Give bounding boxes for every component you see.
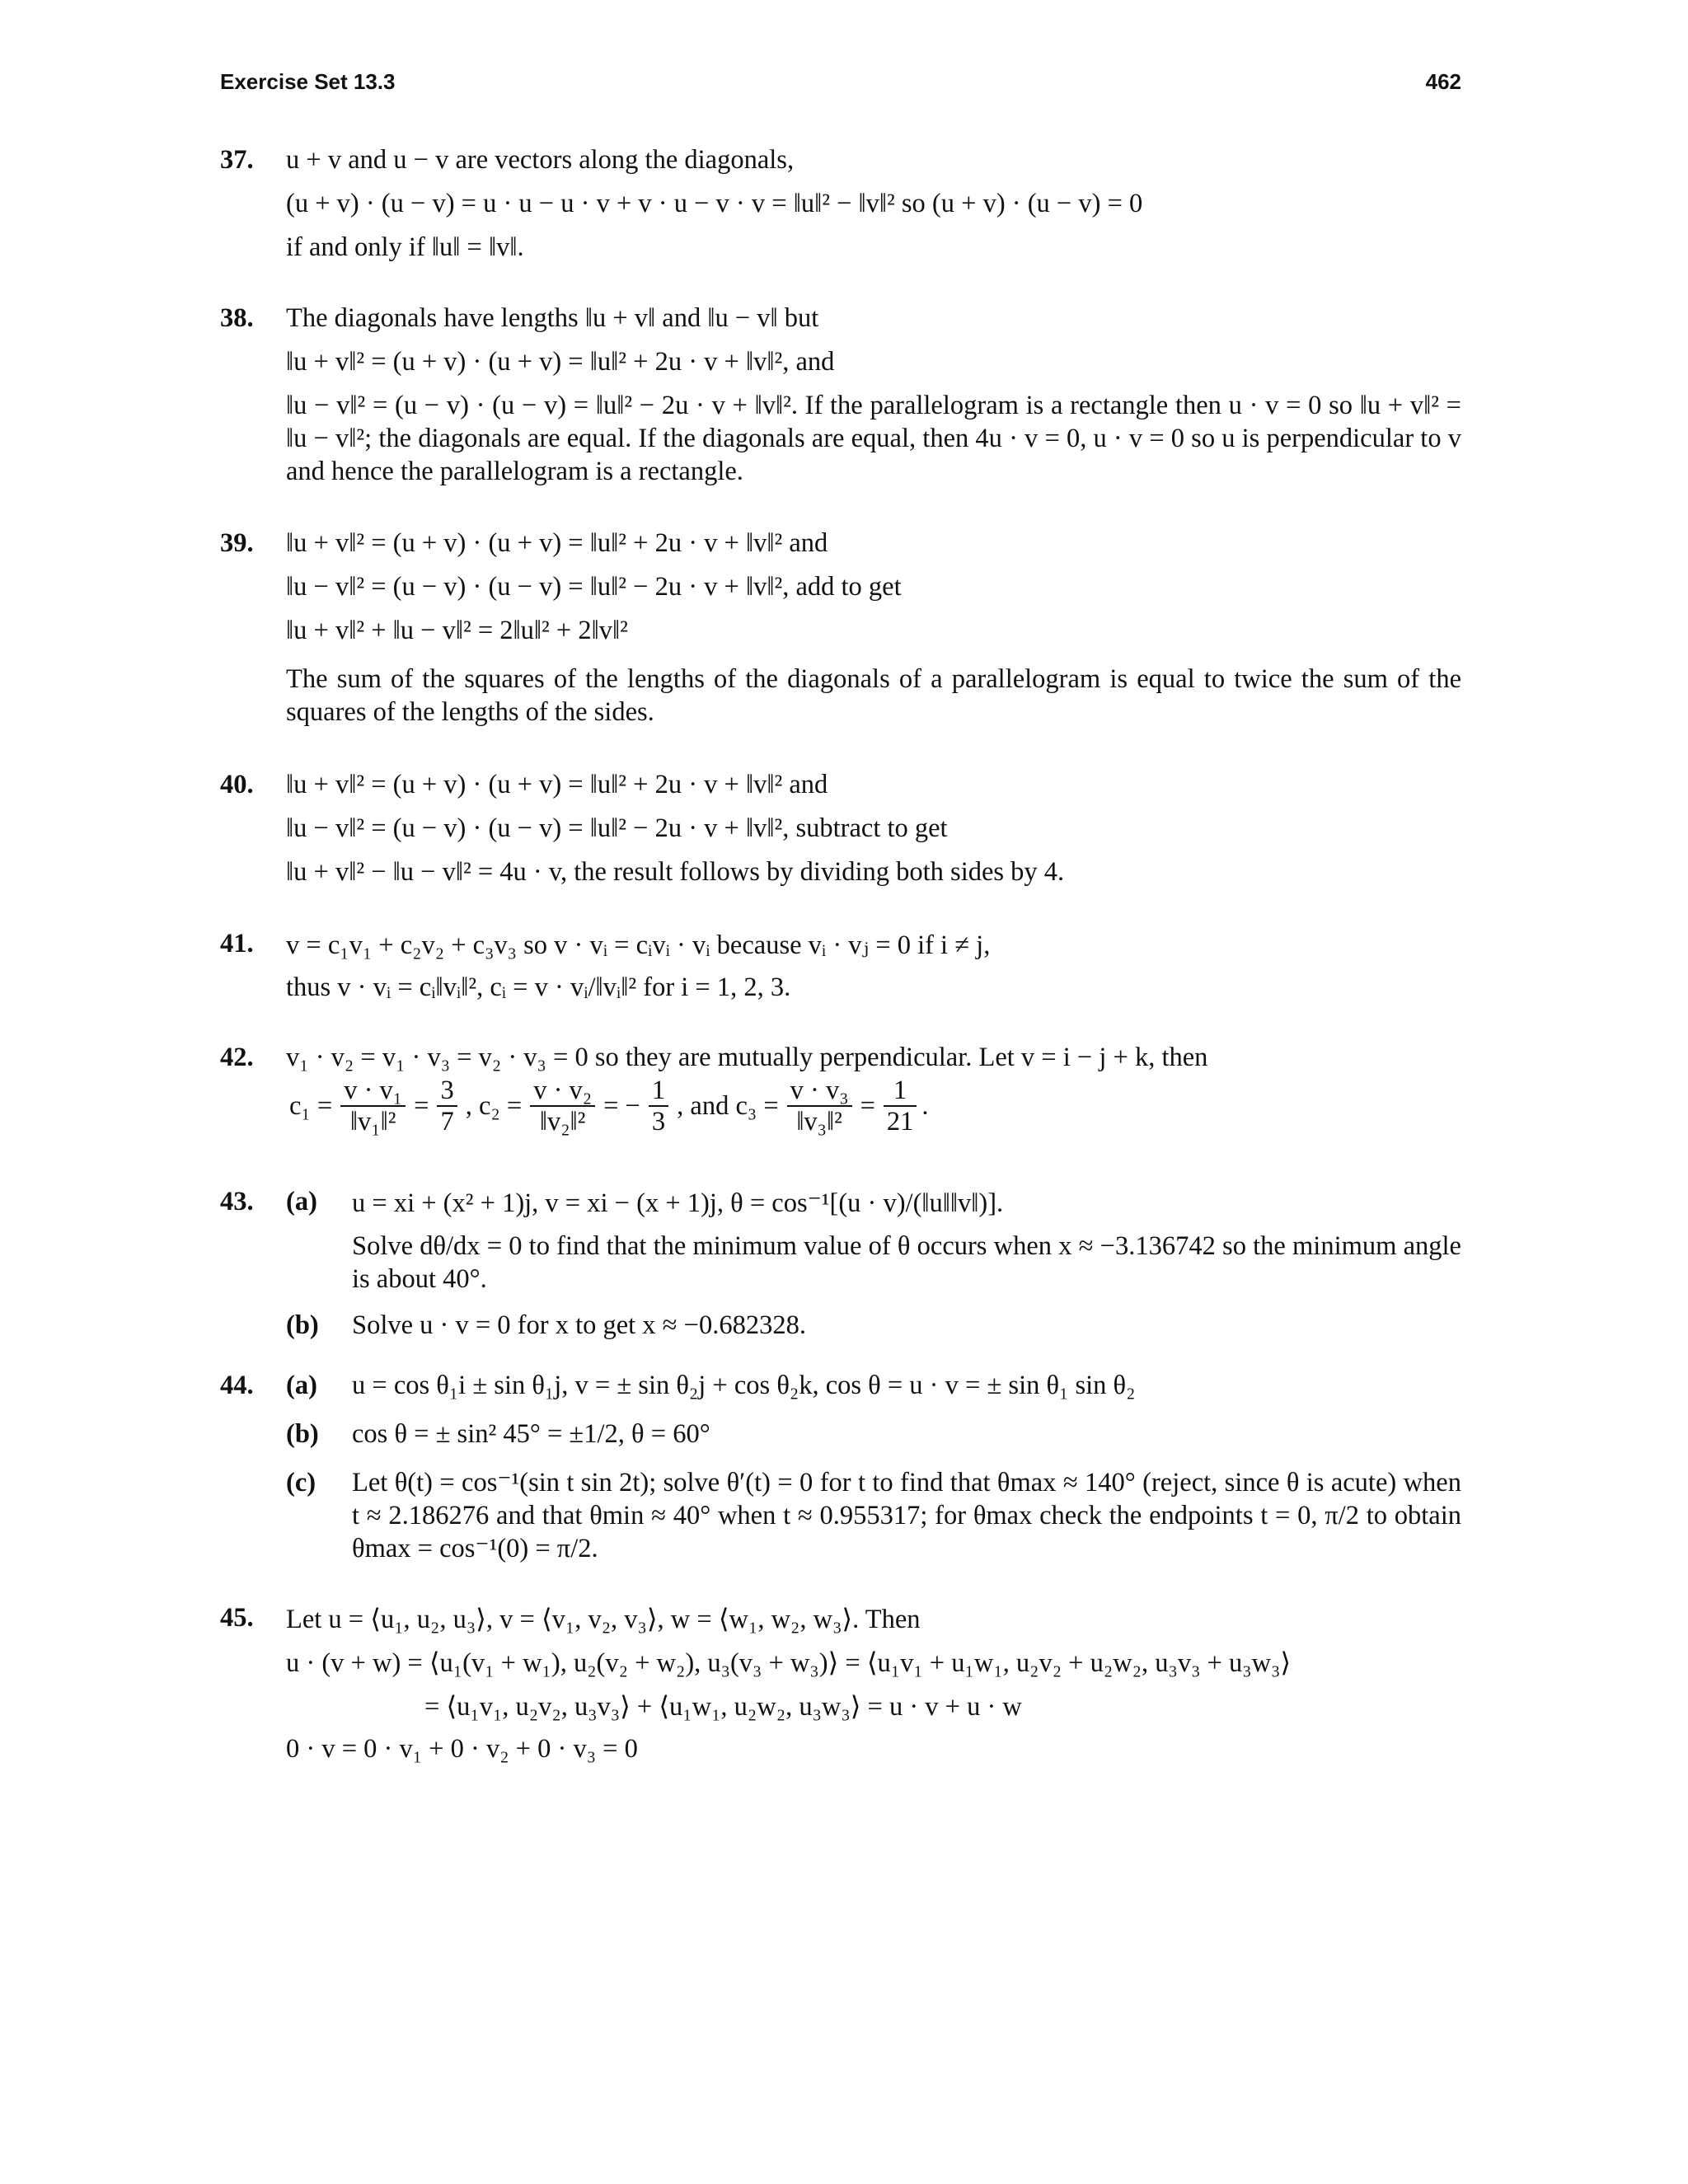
text-line: The diagonals have lengths ‖u + v‖ and ‖u − v‖ but [286,303,819,333]
problem-number: 42. [220,1043,254,1072]
fraction [649,1076,668,1137]
problem-42 [220,1043,1461,1166]
fraction-numerator: 1 [884,1076,917,1107]
equation-line: u = cos θ₁i ± sin θ₁j, v = ± sin θ₂j + cos θ₂k, cos θ = u · v = ± sin θ₁ sin θ₂ [352,1371,1136,1400]
problem-number: 43. [220,1187,254,1216]
equation-line: ‖u + v‖² = (u + v) · (u + v) = ‖u‖² + 2u · v + ‖v‖² and [286,770,828,799]
equals-sign: = [860,1090,875,1121]
equation-line: ‖u − v‖² = (u − v) · (u − v) = ‖u‖² − 2u · v + ‖v‖², subtract to get [286,813,948,843]
problem-number: 37. [220,145,254,175]
equation-line: u · (v + w) = ⟨u₁(v₁ + w₁), u₂(v₂ + w₂), u₃(v₃ + w₃)⟩ = ⟨u₁v₁ + u₁w₁, u₂v₂ + u₂w₂, u₃v₃ + u₃w₃⟩ [286,1648,1292,1678]
problem-44 [220,1371,1461,1577]
coefficient-label: c₁ = [289,1090,333,1121]
fraction-denominator: ‖v₁‖² [349,1107,396,1137]
equation-line: cos θ = ± sin² 45° = ±1/2, θ = 60° [352,1419,710,1449]
text-paragraph: Let θ(t) = cos⁻¹(sin t sin 2t); solve θ′(t) = 0 for t to find that θmax ≈ 140° (reject, since θ is acute) when t ≈ 2.186276 and that θmin ≈ 40° when t ≈ 0.955317; for θmax check the endpoints t = 0, π/2 to obtain θmax = cos⁻¹(0) = π/2. [352,1468,1461,1563]
part-label: (a) [286,1371,317,1400]
problem-41 [220,929,1461,1011]
problem-number: 38. [220,303,254,333]
text-line: if and only if ‖u‖ = ‖v‖. [286,232,524,262]
equation-line: ‖u + v‖² = (u + v) · (u + v) = ‖u‖² + 2u · v + ‖v‖², and [286,347,835,377]
coefficient-label: , c₂ = [465,1090,523,1121]
problem-40 [220,770,1461,893]
text-line: Let u = ⟨u₁, u₂, u₃⟩, v = ⟨v₁, v₂, v₃⟩, w = ⟨w₁, w₂, w₃⟩. Then [286,1605,921,1634]
text-paragraph: The sum of the squares of the lengths of the diagonals of a parallelogram is equal to twice the sum of the squares of the lengths of the sides. [286,664,1461,727]
period: . [921,1090,929,1121]
problem-number: 41. [220,929,254,958]
equation-line: ‖u + v‖² = (u + v) · (u + v) = ‖u‖² + 2u · v + ‖v‖² and [286,528,828,558]
coefficient-equation [286,1076,929,1137]
problem-45 [220,1603,1461,1776]
problem-39 [220,528,1461,734]
part-label: (b) [286,1419,319,1449]
coefficient-label: , and c₃ = [677,1090,779,1121]
problem-number: 45. [220,1603,254,1633]
equation-line: ‖u + v‖² − ‖u − v‖² = 4u · v, the result follows by dividing both sides by 4. [286,857,1065,887]
problem-number: 40. [220,770,254,799]
page-number: 462 [1425,69,1461,94]
part-label: (b) [286,1310,319,1340]
text-line: u + v and u − v are vectors along the diagonals, [286,145,795,175]
problem-37 [220,145,1461,260]
equation-line: ‖u + v‖² + ‖u − v‖² = 2‖u‖² + 2‖v‖² [286,616,628,645]
fraction-denominator: ‖v₂‖² [539,1107,586,1137]
fraction-numerator: v · v₃ [787,1076,852,1107]
text-line: v₁ · v₂ = v₁ · v₃ = v₂ · v₃ = 0 so they are mutually perpendicular. Let v = i − j + k, then [286,1043,1208,1072]
equation-line: thus v · vᵢ = cᵢ‖vᵢ‖², cᵢ = v · vᵢ/‖vᵢ‖² for i = 1, 2, 3. [286,972,791,1002]
fraction-denominator: 7 [440,1107,454,1137]
fraction [530,1076,595,1137]
equation-line: ‖u − v‖² = (u − v) · (u − v) = ‖u‖² − 2u · v + ‖v‖², add to get [286,572,902,602]
fraction [340,1076,406,1137]
text-line: Solve u · v = 0 for x to get x ≈ −0.682328. [352,1310,806,1340]
problem-43 [220,1187,1461,1360]
equation-line: = ⟨u₁v₁, u₂v₂, u₃v₃⟩ + ⟨u₁w₁, u₂w₂, u₃w₃⟩ = u · v + u · w [424,1692,1022,1722]
fraction-denominator: 3 [651,1107,666,1137]
equation-line: u = xi + (x² + 1)j, v = xi − (x + 1)j, θ = cos⁻¹[(u · v)/(‖u‖‖v‖)]. [352,1188,1004,1218]
equals-sign: = [414,1090,429,1121]
text-paragraph: ‖u − v‖² = (u − v) · (u − v) = ‖u‖² − 2u · v + ‖v‖². If the parallelogram is a rectangle then u · v = 0 so ‖u + v‖² = ‖u − v‖²; the diagonals are equal. If the diagonals are equal, then 4u · v = 0, u · v = 0 so u is perpendicular to v and hence the parallelogram is a rectangle. [286,391,1461,486]
fraction-denominator: ‖v₃‖² [796,1107,842,1137]
text-paragraph: Solve dθ/dx = 0 to find that the minimum value of θ occurs when x ≈ −3.136742 so the minimum angle is about 40°. [352,1231,1461,1294]
running-header-title: Exercise Set 13.3 [220,69,396,94]
equation-line: (u + v) · (u − v) = u · u − u · v + v · u − v · v = ‖u‖² − ‖v‖² so (u + v) · (u − v) = 0 [286,189,1143,218]
fraction [437,1076,457,1137]
fraction-numerator: v · v₂ [530,1076,595,1107]
equals-sign: = − [603,1090,640,1121]
part-label: (c) [286,1468,316,1497]
fraction-numerator: 1 [649,1076,668,1107]
problem-number: 44. [220,1371,254,1400]
problem-38 [220,303,1461,493]
fraction-numerator: v · v₁ [340,1076,406,1107]
equation-line: v = c₁v₁ + c₂v₂ + c₃v₃ so v · vᵢ = cᵢvᵢ · vᵢ because vᵢ · vⱼ = 0 if i ≠ j, [286,930,991,960]
fraction [884,1076,917,1137]
fraction-denominator: 21 [886,1107,914,1137]
fraction-numerator: 3 [437,1076,457,1107]
equation-line: 0 · v = 0 · v₁ + 0 · v₂ + 0 · v₃ = 0 [286,1734,638,1764]
fraction [787,1076,852,1137]
part-label: (a) [286,1187,317,1216]
problem-number: 39. [220,528,254,558]
